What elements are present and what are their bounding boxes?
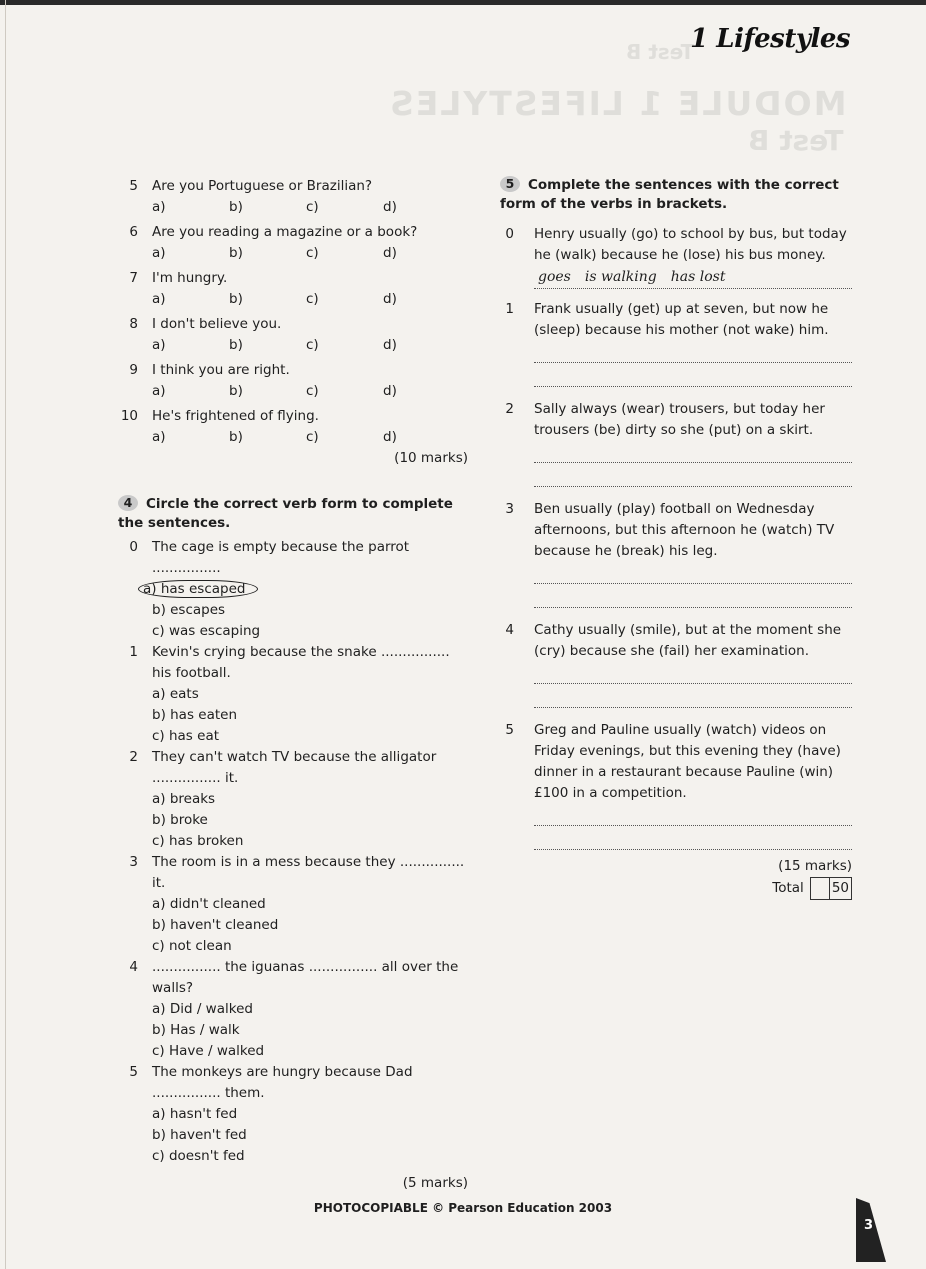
answer-line[interactable] — [534, 341, 852, 363]
option-row — [118, 243, 468, 264]
question-text: Are you reading a magazine or a book? — [152, 224, 418, 240]
answer-line[interactable] — [534, 686, 852, 708]
handwritten-answer: is walking — [584, 269, 657, 285]
option-item[interactable]: a) didn't cleaned — [152, 896, 266, 912]
question-text: They can't watch TV because the alligator ................ it. — [152, 749, 437, 786]
item-text: Henry usually (go) to school by bus, but today he (walk) because he (lose) his bus money. — [534, 226, 847, 263]
option-row — [118, 381, 468, 402]
score-box[interactable] — [810, 877, 830, 900]
question-text: Are you Portuguese or Brazilian? — [152, 178, 373, 194]
question-number: 1 — [129, 644, 138, 660]
section-badge: 4 — [118, 495, 138, 511]
item-text: Sally always (wear) trousers, but today her trousers (be) dirty so she (put) on a skirt. — [534, 401, 825, 438]
option-d: d) — [383, 383, 397, 399]
item-text: Ben usually (play) football on Wednesday afternoons, but this afternoon he (watch) TV because he (break) his leg. — [534, 501, 835, 559]
question-item — [118, 852, 468, 894]
question-text: ................ the iguanas ................ all over the walls? — [152, 959, 459, 996]
option-item[interactable] — [118, 579, 468, 600]
option-c: c) — [306, 245, 319, 261]
option-b: b) — [229, 199, 243, 215]
option-b: b) — [229, 337, 243, 353]
option-d: d) — [383, 199, 397, 215]
option-c: c) — [306, 199, 319, 215]
section-instruction: Circle the correct verb form to complete the sentences. — [118, 496, 453, 531]
question-item — [118, 406, 468, 427]
circled-answer: a) has escaped — [138, 580, 258, 598]
item-number: 4 — [505, 622, 514, 638]
top-edge — [0, 0, 926, 5]
marks-label: (10 marks) — [394, 450, 468, 466]
option-item[interactable]: c) doesn't fed — [152, 1148, 245, 1164]
option-item[interactable]: b) escapes — [152, 602, 226, 618]
option-d: d) — [383, 245, 397, 261]
option-d: d) — [383, 337, 397, 353]
question-item — [118, 537, 468, 579]
option-item[interactable]: b) haven't fed — [152, 1127, 247, 1143]
question-text: I don't believe you. — [152, 316, 282, 332]
option-item[interactable]: a) eats — [152, 686, 199, 702]
option-item[interactable]: b) Has / walk — [152, 1022, 240, 1038]
option-item[interactable]: a) Did / walked — [152, 1001, 253, 1017]
item-number: 5 — [505, 722, 514, 738]
option-b: b) — [229, 383, 243, 399]
question-item — [118, 314, 468, 335]
answer-line[interactable] — [534, 828, 852, 850]
question-number: 4 — [129, 959, 138, 975]
question-number: 3 — [129, 854, 138, 870]
answer-line[interactable] — [534, 562, 852, 584]
option-item[interactable]: c) was escaping — [152, 623, 261, 639]
answer-line[interactable] — [534, 662, 852, 684]
option-c: c) — [306, 291, 319, 307]
answer-line[interactable] — [534, 266, 852, 289]
option-a: a) — [152, 199, 166, 215]
total-score — [500, 877, 852, 900]
unit-title: 1 Lifestyles — [690, 24, 850, 54]
exercise-item — [500, 224, 852, 266]
option-item[interactable]: c) has eat — [152, 728, 220, 744]
exercise-item — [500, 720, 852, 804]
exercise-item — [500, 620, 852, 662]
show-through-text: Test B — [625, 40, 694, 64]
option-c: c) — [306, 429, 319, 445]
marks-label: (5 marks) — [402, 1175, 468, 1191]
option-a: a) — [152, 245, 166, 261]
option-item[interactable]: c) not clean — [152, 938, 232, 954]
answer-line[interactable] — [534, 465, 852, 487]
item-text: Cathy usually (smile), but at the moment she (cry) because she (fail) her examination. — [534, 622, 842, 659]
item-number: 3 — [505, 501, 514, 517]
item-text: Frank usually (get) up at seven, but now he (sleep) because his mother (not wake) him. — [534, 301, 829, 338]
option-item[interactable]: a) hasn't fed — [152, 1106, 238, 1122]
option-a: a) — [152, 383, 166, 399]
exercise-item — [500, 399, 852, 441]
question-item — [118, 222, 468, 243]
page-number: 3 — [863, 1218, 873, 1233]
question-number: 0 — [129, 539, 138, 555]
answer-line[interactable] — [534, 586, 852, 608]
item-number: 2 — [505, 401, 514, 417]
option-item[interactable]: c) Have / walked — [152, 1043, 265, 1059]
option-row — [118, 427, 468, 448]
right-column — [500, 176, 852, 900]
option-item[interactable]: c) has broken — [152, 833, 244, 849]
question-text: He's frightened of flying. — [152, 408, 319, 424]
option-d: d) — [383, 291, 397, 307]
question-item — [118, 957, 468, 999]
question-item — [118, 642, 468, 684]
question-number: 6 — [129, 224, 138, 240]
item-number: 0 — [505, 226, 514, 242]
option-c: c) — [306, 337, 319, 353]
option-item[interactable]: b) haven't cleaned — [152, 917, 279, 933]
part3-questions — [118, 176, 468, 469]
option-b: b) — [229, 291, 243, 307]
question-text: I'm hungry. — [152, 270, 228, 286]
option-a: a) — [152, 337, 166, 353]
question-text: The cage is empty because the parrot ................ — [152, 539, 410, 576]
question-number: 2 — [129, 749, 138, 765]
question-text: Kevin's crying because the snake ................ his football. — [152, 644, 450, 681]
question-number: 5 — [129, 178, 138, 194]
page-edge — [5, 0, 6, 1269]
option-row — [118, 335, 468, 356]
left-column — [118, 176, 468, 1194]
question-text: The monkeys are hungry because Dad ................ them. — [152, 1064, 413, 1101]
option-row — [118, 197, 468, 218]
item-text: Greg and Pauline usually (watch) videos on Friday evenings, but this evening they (have) dinner in a restaurant because Pauline (win) £100 in a competition. — [534, 722, 841, 801]
section-instruction: Complete the sentences with the correct form of the verbs in brackets. — [500, 177, 839, 212]
section-badge: 5 — [500, 176, 520, 192]
question-item — [118, 268, 468, 289]
option-item[interactable]: a) breaks — [152, 791, 216, 807]
option-c: c) — [306, 383, 319, 399]
question-item — [118, 1062, 468, 1104]
option-a: a) — [152, 291, 166, 307]
option-b: b) — [229, 245, 243, 261]
answer-line[interactable] — [534, 804, 852, 826]
footer-copyright: PHOTOCOPIABLE © Pearson Education 2003 — [313, 1201, 613, 1215]
exercise-item — [500, 499, 852, 562]
question-item — [118, 360, 468, 381]
answer-line[interactable] — [534, 365, 852, 387]
question-number: 5 — [129, 1064, 138, 1080]
total-label: Total — [772, 880, 804, 896]
question-text: I think you are right. — [152, 362, 290, 378]
option-d: d) — [383, 429, 397, 445]
option-item[interactable]: b) broke — [152, 812, 208, 828]
question-text: The room is in a mess because they ............... it. — [152, 854, 465, 891]
exercise-item — [500, 299, 852, 341]
question-item — [118, 747, 468, 789]
handwritten-answer: goes — [538, 269, 571, 285]
section-4-heading — [118, 495, 468, 533]
question-item — [118, 176, 468, 197]
question-number: 10 — [120, 408, 138, 424]
marks-label: (15 marks) — [778, 858, 852, 874]
option-a: a) — [152, 429, 166, 445]
option-b: b) — [229, 429, 243, 445]
section-5-heading — [500, 176, 852, 214]
question-number: 8 — [129, 316, 138, 332]
show-through-text: Test B — [748, 124, 844, 157]
show-through-text: MODULE 1 LIFESTYLES — [387, 84, 846, 123]
option-item[interactable]: b) has eaten — [152, 707, 238, 723]
question-number: 7 — [129, 270, 138, 286]
question-number: 9 — [129, 362, 138, 378]
answer-line[interactable] — [534, 441, 852, 463]
total-value: 50 — [830, 877, 852, 900]
option-row — [118, 289, 468, 310]
handwritten-answer: has lost — [670, 269, 726, 285]
item-number: 1 — [505, 301, 514, 317]
